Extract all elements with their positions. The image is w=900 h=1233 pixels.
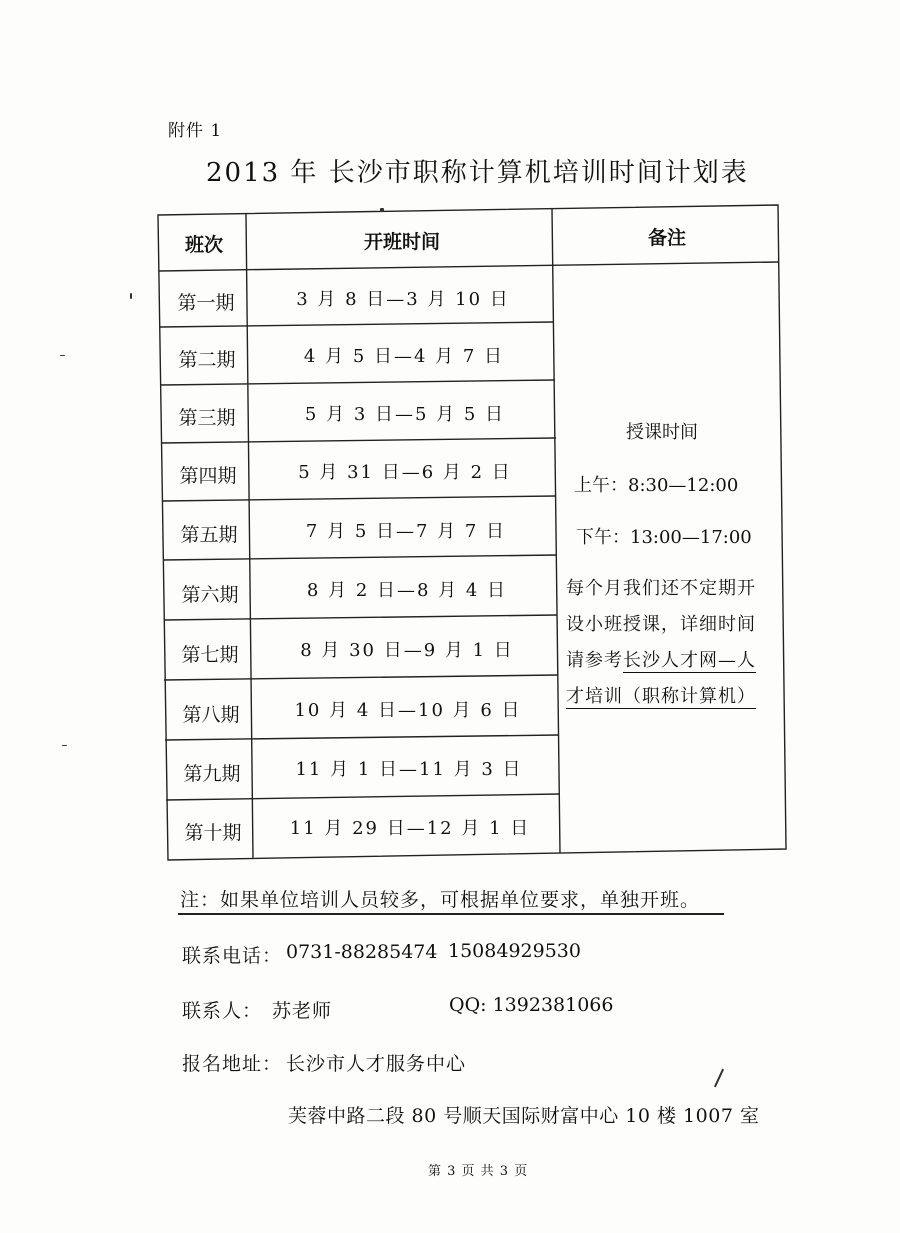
remarks-morning: 上午：8:30—12:00 — [574, 475, 739, 496]
date-cell: 11 月 1 日—11 月 3 日 — [295, 759, 523, 780]
date-cell: 5 月 3 日—5 月 5 日 — [304, 404, 506, 425]
phone-number-1: 0731-88285474 — [286, 941, 438, 963]
class-cell: 第七期 — [181, 643, 239, 666]
remarks-refer-text: 请参考 — [566, 650, 623, 671]
class-cell: 第三期 — [178, 406, 236, 429]
date-cell: 3 月 8 日—3 月 10 日 — [296, 289, 510, 310]
class-cell: 第二期 — [178, 348, 236, 371]
date-cell: 4 月 5 日—4 月 7 日 — [303, 346, 505, 367]
remarks-heading: 授课时间 — [626, 422, 698, 443]
scan-speck — [714, 1069, 724, 1088]
class-cell: 第八期 — [182, 703, 240, 726]
note-text: 注：如果单位培训人员较多，可根据单位要求，单独开班。 — [180, 889, 701, 911]
address-line-2: 芙蓉中路二段 80 号顺天国际财富中心 10 楼 1007 室 — [288, 1105, 760, 1127]
header-class: 班次 — [184, 234, 223, 256]
remarks-extra-line: 每个月我们还不定期开 — [566, 578, 756, 599]
class-cell: 第九期 — [183, 762, 241, 785]
talent-network-link-cont[interactable]: 才培训（职称计算机） — [566, 686, 756, 707]
phone-number-2: 15084929530 — [448, 940, 581, 962]
remarks-extra-line: 设小班授课，详细时间 — [566, 614, 756, 635]
date-cell: 11 月 29 日—12 月 1 日 — [289, 818, 531, 839]
document-title: 2013 年 长沙市职称计算机培训时间计划表 — [206, 158, 749, 188]
address-line-1: 长沙市人才服务中心 — [286, 1053, 467, 1075]
phone-label: 联系电话： — [182, 945, 283, 967]
page-footer: 第 3 页 共 3 页 — [428, 1164, 529, 1179]
class-cell: 第四期 — [179, 464, 237, 487]
contact-person-label: 联系人： — [182, 1000, 263, 1022]
remarks-extra-line — [566, 646, 756, 672]
contact-person: 苏老师 — [272, 1000, 333, 1022]
note-underline — [178, 913, 724, 915]
class-cell: 第六期 — [181, 583, 239, 606]
talent-network-link[interactable]: 长沙人才网—人 — [623, 650, 756, 671]
scan-speck — [60, 355, 65, 356]
attachment-label: 附件 1 — [168, 121, 223, 141]
scan-speck — [380, 208, 384, 212]
address-label: 报名地址： — [182, 1053, 283, 1075]
class-cell: 第一期 — [177, 291, 235, 314]
date-cell: 10 月 4 日—10 月 6 日 — [294, 700, 522, 721]
date-cell: 8 月 2 日—8 月 4 日 — [306, 580, 508, 601]
date-cell: 8 月 30 日—9 月 1 日 — [300, 640, 514, 661]
scan-speck — [62, 745, 67, 746]
header-start-time: 开班时间 — [363, 231, 440, 253]
scan-speck — [130, 293, 132, 299]
header-remarks: 备注 — [647, 227, 686, 249]
class-cell: 第十期 — [184, 821, 242, 844]
date-cell: 5 月 31 日—6 月 2 日 — [298, 462, 512, 483]
date-cell: 7 月 5 日—7 月 7 日 — [305, 520, 507, 542]
class-cell: 第五期 — [180, 524, 238, 546]
remarks-afternoon: 下午：13:00—17:00 — [576, 527, 752, 548]
qq-number: QQ: 1392381066 — [449, 994, 614, 1016]
